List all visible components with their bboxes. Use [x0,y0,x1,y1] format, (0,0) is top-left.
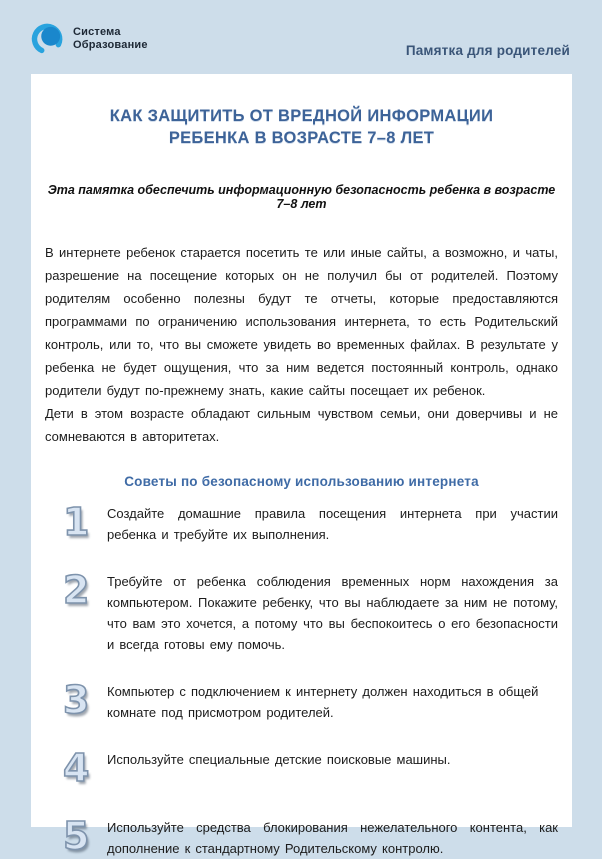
logo-line1: Система [73,26,121,38]
page-title-line1: КАК ЗАЩИТИТЬ ОТ ВРЕДНОЙ ИНФОРМАЦИИ [109,107,494,125]
globe-logo-icon [30,20,66,58]
tip-text-3: Компьютер с подключением к интернету должен находиться в общей комнате под присмотром родителей. [107,684,539,720]
tip-number-2: 2 [63,568,90,612]
tip-number-1: 1 [63,500,90,544]
logo-line2: Образование [73,39,148,51]
tip-text-2: Требуйте от ребенка соблюдения временных норм нахождения за компьютером. Покажите ребенку, что вы наблюдаете за ним не потому, что вам это хочется, а потому что вы беспокоитесь о его безопасности и всегда готовы ему помочь. [107,574,558,652]
tip-item-1 [45,500,558,545]
header-band [0,0,602,74]
tip-item-4 [45,746,558,791]
tips-heading: Советы по безопасному использованию интернета [124,474,479,489]
tip-text-5: Используйте средства блокирования нежелательного контента, как дополнение к стандартному Родительскому контролю. [107,820,558,856]
intro-paragraph-2: Дети в этом возрасте обладают сильным чувством семьи, они доверчивы и не сомневаются в авторитетах. [45,406,558,444]
tip-item-5 [45,814,558,859]
logo-text [73,26,148,52]
page-title [45,105,558,149]
tip-text-4: Используйте специальные детские поисковые машины. [107,752,451,767]
memo-for-parents-badge: Памятка для родителей [405,43,570,58]
tip-number-4: 4 [63,746,90,790]
tip-number-5: 5 [63,814,90,858]
page-subtitle: Эта памятка обеспечить информационную безопасность ребенка в возрасте 7–8 лет [47,183,556,211]
intro-section [45,241,558,448]
tip-item-2 [45,568,558,655]
tip-item-3 [45,678,558,723]
memo-card [31,74,572,858]
tip-number-3: 3 [63,678,90,722]
tip-text-1: Создайте домашние правила посещения интернета при участии ребенка и требуйте их выполнения. [107,506,558,542]
page-title-line2: РЕБЕНКА В ВОЗРАСТЕ 7–8 ЛЕТ [168,129,435,147]
logo [30,20,148,58]
intro-paragraph-1: В интернете ребенок старается посетить те или иные сайты, а возможно, и чаты, разрешение на посещение которых он не получил бы от родителей. Поэтому родителям особенно полезны будут те отчеты, которые предоставляются программами по ограничению использования интернета, то есть Родительский контроль, или то, что вы сможете увидеть во временных файлах. В результате у ребенка не будет ощущения, что за ним ведется постоянный контроль, однако родители будут по-прежнему знать, какие сайты посещает их ребенок. [45,245,558,398]
